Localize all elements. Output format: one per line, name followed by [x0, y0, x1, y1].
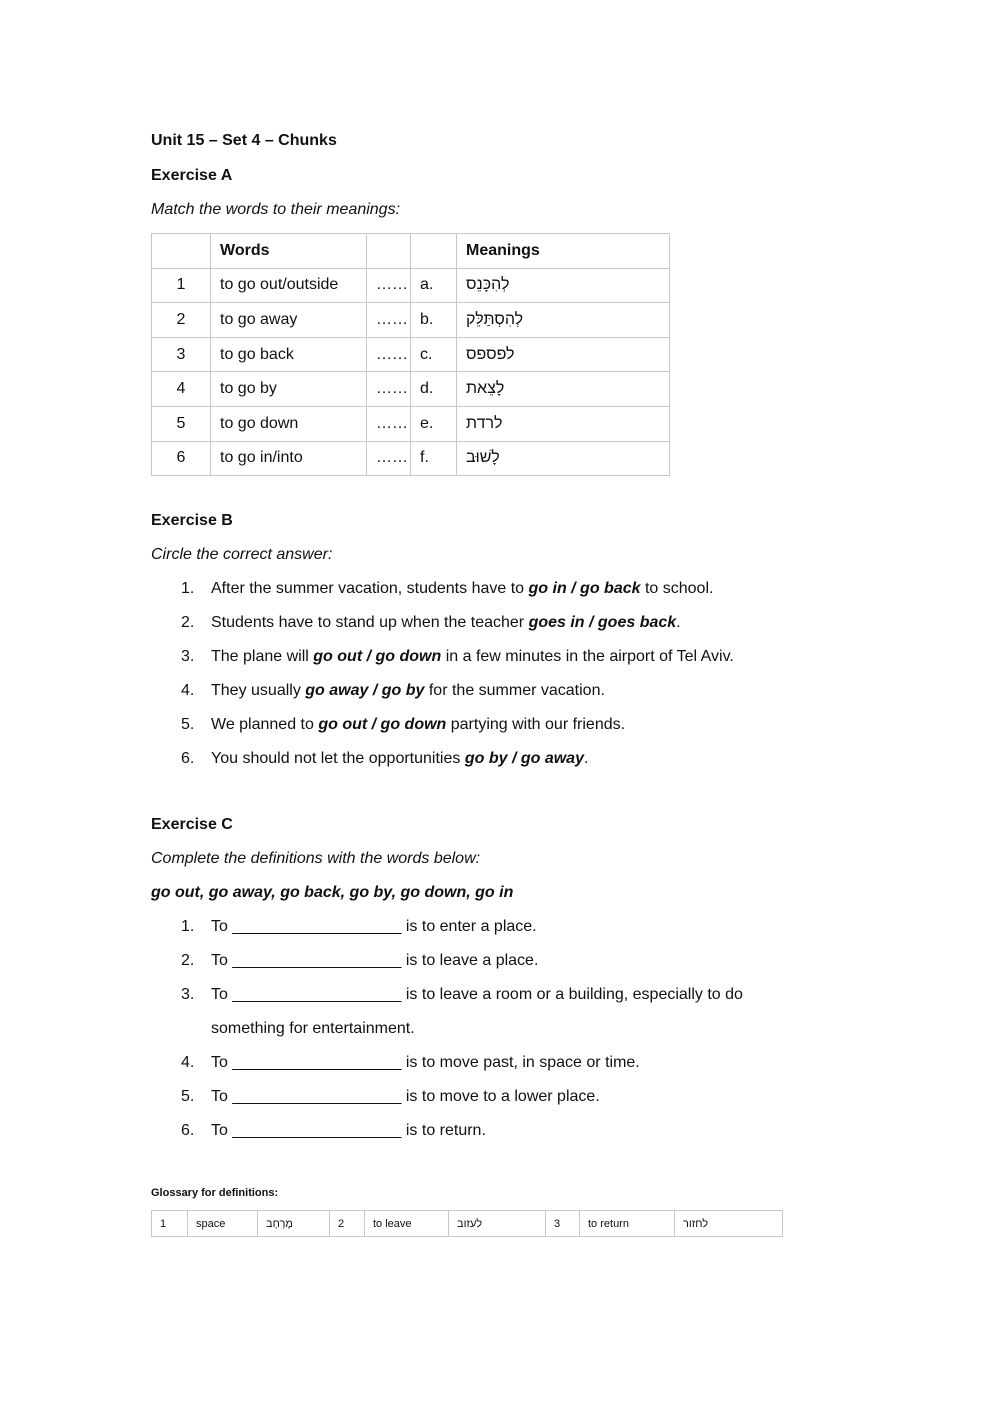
item-text: You should not let the opportunities [211, 750, 465, 767]
list-item [151, 978, 791, 1046]
fill-blank[interactable]: ___________________ [232, 1122, 402, 1139]
glossary-hebrew: מֶרְחָב [258, 1211, 330, 1237]
item-text: to school. [640, 580, 714, 597]
item-text: is to leave a place. [401, 952, 539, 969]
item-text: for the summer vacation. [424, 682, 605, 699]
exercise-a-instruction: Match the words to their meanings: [151, 201, 401, 218]
item-text: To [211, 1054, 233, 1071]
list-item [151, 742, 791, 776]
item-text: Students have to stand up when the teacher [211, 614, 529, 631]
item-text: We planned to [211, 716, 319, 733]
meaning-letter: b. [411, 303, 457, 338]
meanings-header: Meanings [457, 234, 670, 269]
fill-blank[interactable]: ___________________ [232, 1054, 402, 1071]
table-row [152, 268, 670, 303]
fill-blank[interactable]: ___________________ [232, 952, 402, 969]
table-row [152, 406, 670, 441]
item-text: To [211, 918, 233, 935]
exercise-b-list [151, 572, 791, 776]
fill-blank[interactable]: ___________________ [232, 1088, 402, 1105]
table-row [152, 372, 670, 407]
glossary-english: to return [580, 1211, 675, 1237]
row-number: 2 [152, 303, 211, 338]
item-number: 3. [181, 648, 195, 665]
exercise-a-heading: Exercise A [151, 167, 233, 184]
meaning-cell: לְהִכָּנֵס [457, 268, 670, 303]
word-cell: to go down [211, 406, 367, 441]
item-text: To [211, 952, 233, 969]
row-number: 6 [152, 441, 211, 476]
answer-choices[interactable]: go out / go down [313, 648, 442, 665]
item-number: 5. [181, 716, 195, 733]
exercise-c-instruction: Complete the definitions with the words below: [151, 850, 481, 867]
meaning-cell: לָשׁוּב [457, 441, 670, 476]
item-number: 4. [181, 1054, 195, 1071]
item-text: They usually [211, 682, 306, 699]
meaning-cell: לְהִסְתַּלֵּק [457, 303, 670, 338]
word-cell: to go out/outside [211, 268, 367, 303]
answer-choices[interactable]: go out / go down [318, 716, 447, 733]
item-text: To [211, 986, 233, 1003]
list-item [151, 1114, 791, 1148]
list-item [151, 640, 791, 674]
table-row [152, 337, 670, 372]
word-cell: to go away [211, 303, 367, 338]
row-number: 3 [152, 337, 211, 372]
item-number: 5. [181, 1088, 195, 1105]
item-text: is to return. [401, 1122, 486, 1139]
fill-blank[interactable]: ___________________ [232, 986, 402, 1003]
item-text: The plane will [211, 648, 314, 665]
row-number: 5 [152, 406, 211, 441]
item-number: 1. [181, 580, 195, 597]
list-item [151, 1080, 791, 1114]
word-cell: to go in/into [211, 441, 367, 476]
item-text: partying with our friends. [446, 716, 626, 733]
list-item [151, 708, 791, 742]
list-item [151, 944, 791, 978]
answer-blank[interactable]: …… [367, 268, 411, 303]
list-item [151, 674, 791, 708]
answer-choices[interactable]: go away / go by [305, 682, 425, 699]
item-number: 1. [181, 918, 195, 935]
item-text: After the summer vacation, students have to [211, 580, 529, 597]
meaning-cell: לָצֵאת [457, 372, 670, 407]
list-item [151, 910, 791, 944]
table-row [152, 303, 670, 338]
item-number: 3. [181, 986, 195, 1003]
answer-choices[interactable]: go in / go back [528, 580, 641, 597]
item-text: is to enter a place. [401, 918, 537, 935]
exercise-b-heading: Exercise B [151, 512, 233, 529]
row-number: 1 [152, 268, 211, 303]
meaning-letter: c. [411, 337, 457, 372]
answer-blank[interactable]: …… [367, 406, 411, 441]
glossary-table [151, 1210, 783, 1237]
meaning-letter: e. [411, 406, 457, 441]
answer-blank[interactable]: …… [367, 337, 411, 372]
answer-blank[interactable]: …… [367, 441, 411, 476]
item-text: . [676, 614, 681, 631]
item-text: . [583, 750, 589, 767]
meaning-letter: f. [411, 441, 457, 476]
glossary-english: space [188, 1211, 258, 1237]
glossary-row [152, 1211, 783, 1237]
item-number: 2. [181, 614, 195, 631]
table-header-row [152, 234, 670, 269]
exercise-c-list [151, 910, 791, 1148]
word-cell: to go back [211, 337, 367, 372]
meaning-cell: לפספס [457, 337, 670, 372]
list-item [151, 1046, 791, 1080]
glossary-english: to leave [365, 1211, 449, 1237]
answer-blank[interactable]: …… [367, 372, 411, 407]
answer-blank[interactable]: …… [367, 303, 411, 338]
word-bank: go out, go away, go back, go by, go down, go in [151, 884, 514, 901]
fill-blank[interactable]: ___________________ [232, 918, 402, 935]
meaning-letter: d. [411, 372, 457, 407]
exercise-b-instruction: Circle the correct answer: [151, 546, 333, 563]
item-number: 6. [181, 750, 195, 767]
item-number: 4. [181, 682, 195, 699]
words-header: Words [211, 234, 367, 269]
glossary-number: 2 [330, 1211, 365, 1237]
glossary-number: 3 [546, 1211, 580, 1237]
item-text: is to move to a lower place. [401, 1088, 600, 1105]
list-item [151, 606, 791, 640]
item-text: in a few minutes in the airport of Tel Aviv. [441, 648, 734, 665]
table-row [152, 441, 670, 476]
glossary-heading: Glossary for definitions: [151, 1187, 279, 1199]
meaning-cell: לרדת [457, 406, 670, 441]
item-text: is to move past, in space or time. [401, 1054, 640, 1071]
glossary-hebrew: לעזוב [449, 1211, 546, 1237]
glossary-number: 1 [152, 1211, 188, 1237]
item-text: To [211, 1088, 233, 1105]
word-cell: to go by [211, 372, 367, 407]
item-number: 6. [181, 1122, 195, 1139]
answer-choices[interactable]: go by / go away [464, 750, 584, 767]
matching-table [151, 233, 670, 476]
glossary-hebrew: לחזור [675, 1211, 783, 1237]
page-title: Unit 15 – Set 4 – Chunks [151, 132, 337, 149]
item-text: is to leave a room or a building, especially to do something for entertainment. [211, 986, 743, 1037]
item-text: To [211, 1122, 233, 1139]
answer-choices[interactable]: goes in / goes back [528, 614, 677, 631]
row-number: 4 [152, 372, 211, 407]
meaning-letter: a. [411, 268, 457, 303]
item-number: 2. [181, 952, 195, 969]
list-item [151, 572, 791, 606]
exercise-c-heading: Exercise C [151, 816, 233, 833]
